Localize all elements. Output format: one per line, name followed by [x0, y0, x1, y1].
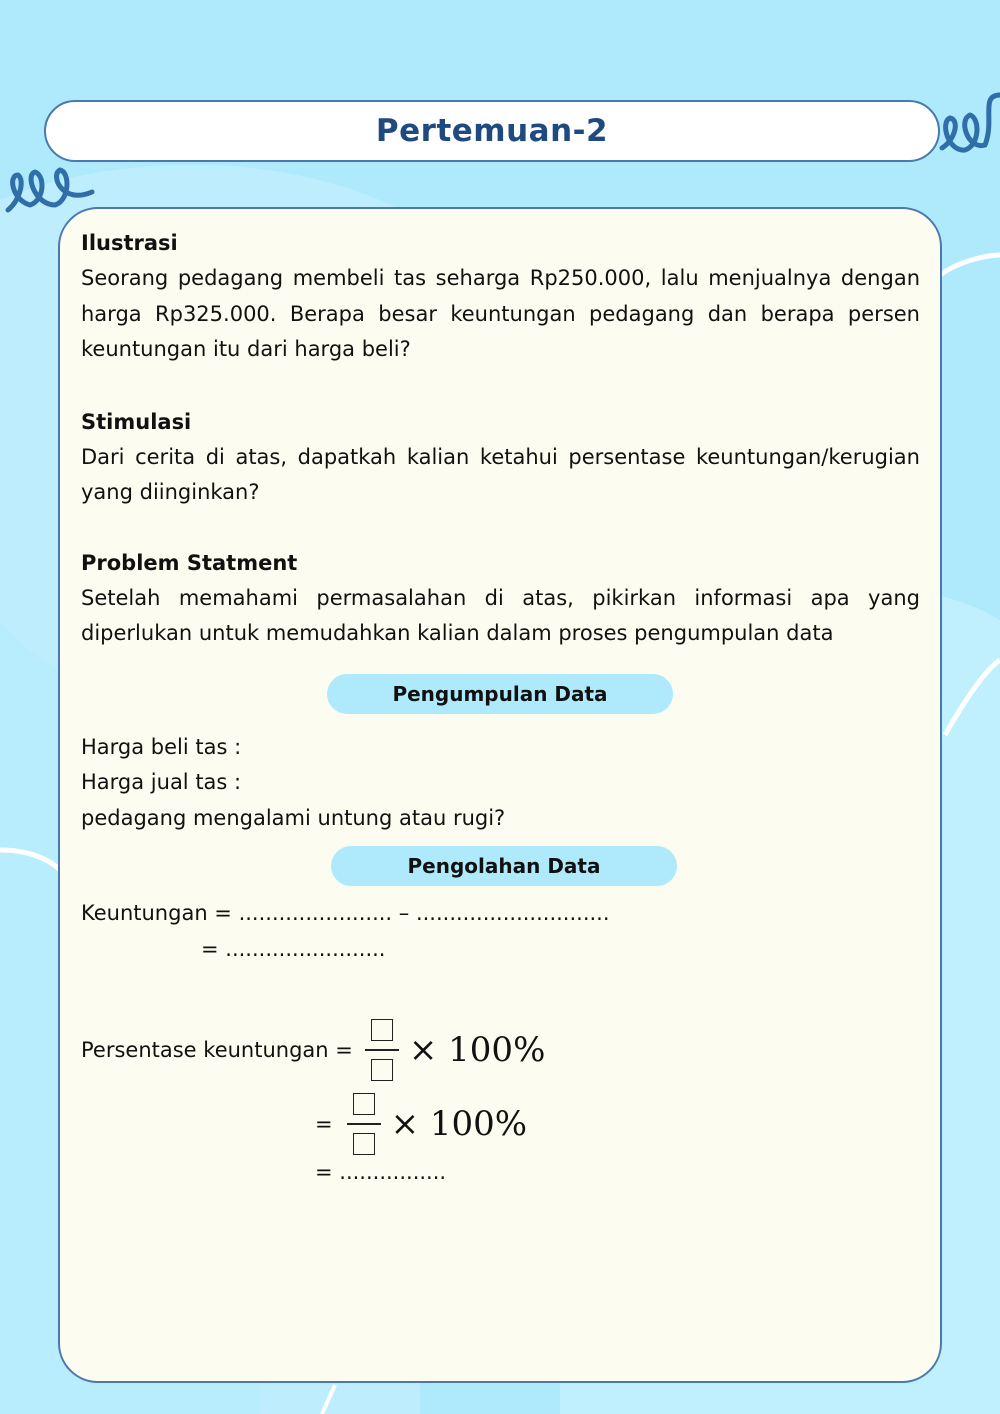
- stimulasi-text: Dari cerita di atas, dapatkah kalian ketahui persentase keuntungan/kerugian yang diinginkan?: [81, 444, 920, 504]
- persentase-label: Persentase keuntungan =: [81, 1038, 353, 1062]
- problem-text: Setelah memahami permasalahan di atas, pikirkan informasi apa yang diperlukan untuk memudahkan kalian dalam proses pengumpulan data: [81, 585, 920, 645]
- times-100-percent-2: × 100%: [390, 1104, 528, 1144]
- problem-heading: Problem Statment: [81, 550, 298, 575]
- numerator-box-1: [371, 1019, 393, 1041]
- title-bar: [44, 100, 940, 162]
- pengolahan-data-label: Pengolahan Data: [407, 854, 601, 878]
- worksheet-content: [81, 222, 920, 1191]
- fraction-2: [347, 1093, 381, 1155]
- denominator-box-2: [353, 1133, 375, 1155]
- pengumpulan-data-pill: [327, 674, 673, 714]
- fraction-bar-2: [347, 1123, 381, 1125]
- harga-jual-line: Harga jual tas :: [81, 770, 242, 794]
- numerator-box-2: [353, 1093, 375, 1115]
- fraction-1: [365, 1019, 399, 1081]
- ilustrasi-text: Seorang pedagang membeli tas seharga Rp250.000, lalu menjualnya dengan harga Rp325.000. Berapa besar keuntungan pedagang dan berapa persen keuntungan itu dari harga beli?: [81, 266, 920, 361]
- persentase-row-1: [81, 1019, 920, 1081]
- times-100-percent-1: × 100%: [408, 1030, 546, 1070]
- ilustrasi-heading: Ilustrasi: [81, 231, 178, 255]
- persentase-row-2: [81, 1093, 920, 1155]
- untung-rugi-line: pedagang mengalami untung atau rugi?: [81, 805, 506, 830]
- stimulasi-heading: Stimulasi: [81, 409, 192, 434]
- keuntungan-line-2: = ........................: [201, 936, 386, 961]
- fraction-bar-1: [365, 1049, 399, 1051]
- result-line: = ................: [315, 1160, 447, 1184]
- denominator-box-1: [371, 1059, 393, 1081]
- harga-beli-line: Harga beli tas :: [81, 734, 242, 759]
- equals-sign: =: [315, 1112, 333, 1136]
- page-title: Pertemuan-2: [375, 113, 609, 149]
- pengumpulan-data-label: Pengumpulan Data: [392, 681, 608, 706]
- pengolahan-data-pill: [331, 846, 677, 886]
- keuntungan-line-1: Keuntungan = ....................... – .............................: [81, 901, 610, 925]
